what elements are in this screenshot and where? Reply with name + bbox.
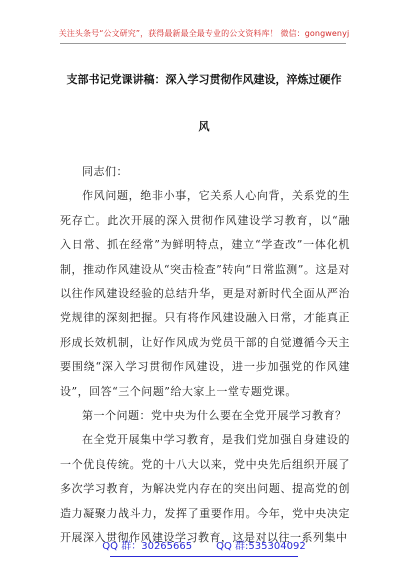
footer-underline — [110, 556, 298, 557]
footer-contact — [0, 541, 408, 553]
document-title-line-2: 风 — [198, 120, 210, 133]
header-divider — [60, 43, 346, 44]
section-heading: 第一个问题：党中央为什么要在全党开展学习教育？ — [82, 409, 347, 423]
body-paragraph: 在全党开展集中学习教育，是我们党加强自身建设的一个优良传统。党的十八大以来，党中央先后组织开展了多次学习教育，为解决党内存在的突出问题、提高党的创造力凝聚力战斗力，发挥了重要作用。今年，党中央决定开展深入贯彻作风建设学习教育，这是对以往一系列集中 — [60, 433, 350, 545]
salutation: 同志们： — [82, 165, 128, 178]
footer-qq-group-1: QQ 群：30265665 — [102, 541, 193, 552]
footer-qq-group-2: QQ 群:535304092 — [216, 541, 306, 552]
document-title-line-1: 支部书记党课讲稿：深入学习贯彻作风建设，淬炼过硬作 — [66, 73, 342, 86]
header-promo-text: 关注头条号“公文研究”，获得最新最全最专业的公文资料库！ 微信：gongwenyj — [58, 29, 350, 38]
body-paragraph: 作风问题，绝非小事，它关系人心向背，关系党的生死存亡。此次开展的深入贯彻作风建设学习教育，以“融入日常、抓在经常”为鲜明特点，建立“学查改”一体化机制，推动作风建设从“突击检查”转向“日常监测”。这是对以往作风建设经验的总结升华，更是对新时代全面从严治党规律的深刻把握。只有将作风建设融入日常，才能真正形成长效机制，让好作风成为党员干部的自觉遵循今天主要围绕“深入学习贯彻作风建设，进一步加强党的作风建设”，回答“三个问题”给大家上一堂专题党课。 — [60, 189, 350, 398]
document-body — [60, 160, 350, 551]
